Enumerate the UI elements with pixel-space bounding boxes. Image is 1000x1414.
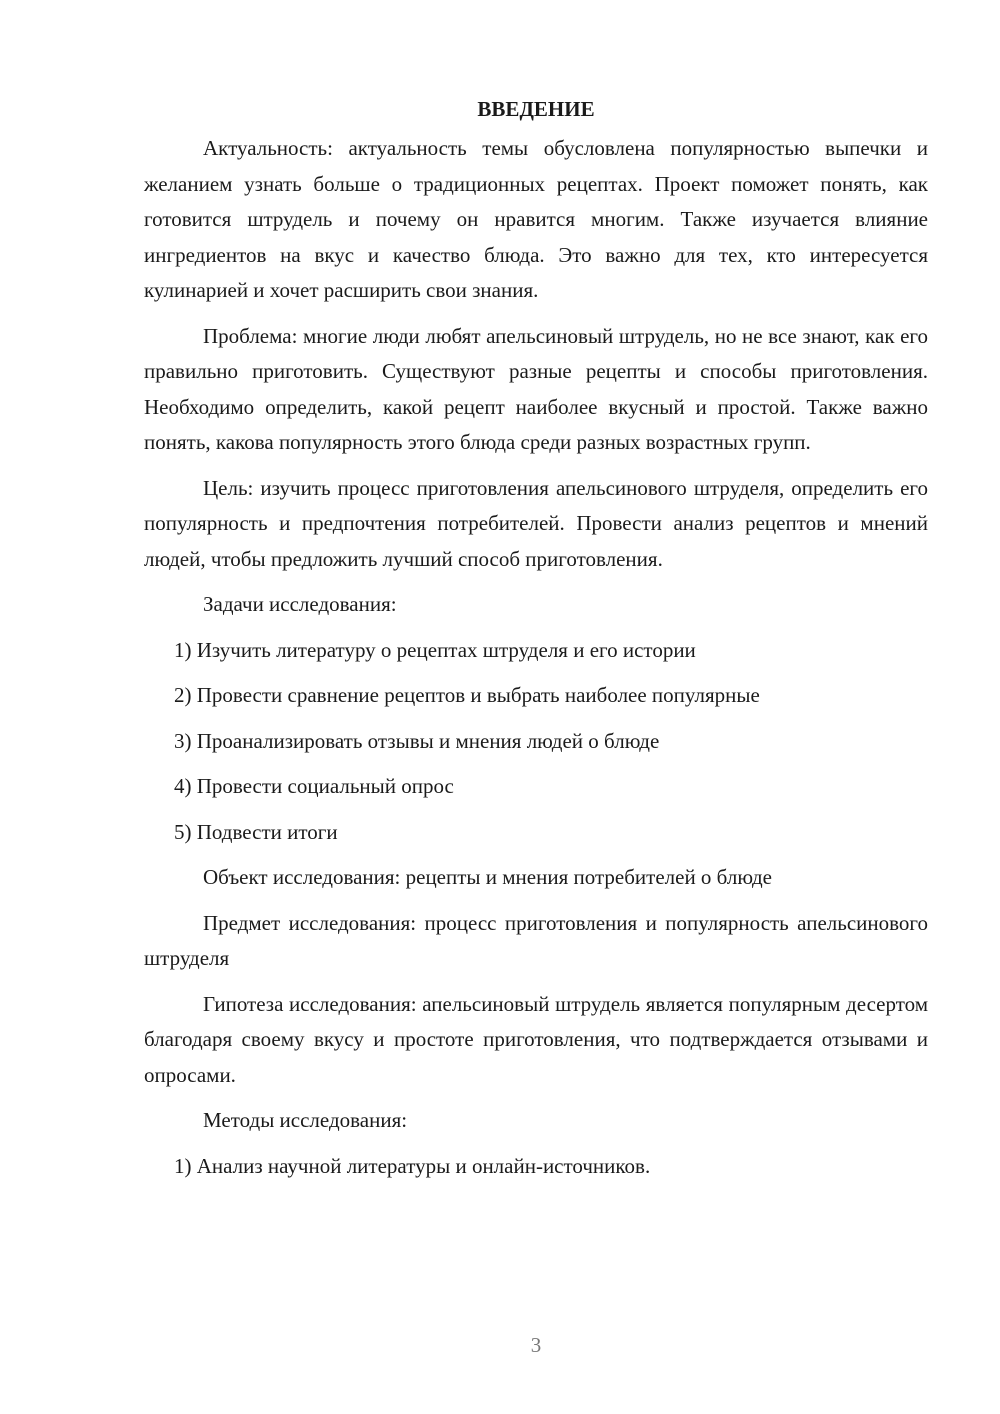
object-line: Объект исследования: рецепты и мнения потребителей о блюде [203, 865, 772, 889]
task-item-5: 5) Подвести итоги [174, 819, 338, 844]
problem-paragraph: Проблема: многие люди любят апельсиновый штрудель, но не все знают, как его правильно приготовить. Существуют разные рецепты и способы приготовления. Необходимо определить, какой рецепт наиболее вкусный и простой. Также важно понять, какова популярность этого блюда среди разных возрастных групп. [144, 323, 928, 454]
page-number: 3 [530, 1333, 542, 1357]
method-item-1: 1) Анализ научной литературы и онлайн-источников. [174, 1153, 651, 1178]
section-title: ВВЕДЕНИЕ [477, 97, 595, 121]
task-item-4: 4) Провести социальный опрос [174, 774, 454, 798]
hypothesis-paragraph: Гипотеза исследования: апельсиновый штрудель является популярным десертом благодаря своему вкусу и простоте приготовления, что подтверждается отзывами и опросами. [144, 991, 928, 1087]
task-item-2: 2) Провести сравнение рецептов и выбрать наиболее популярные [174, 683, 760, 707]
goal-paragraph: Цель: изучить процесс приготовления апельсинового штруделя, определить его популярность и предпочтения потребителей. Провести анализ рецептов и мнений людей, чтобы предложить лучший способ приготовления. [144, 475, 928, 571]
task-item-1: 1) Изучить литературу о рецептах штруделя и его истории [174, 637, 696, 662]
subject-paragraph: Предмет исследования: процесс приготовления и популярность апельсинового штруделя [144, 910, 928, 970]
document-page [144, 92, 928, 1194]
tasks-heading: Задачи исследования: [203, 592, 397, 616]
methods-heading: Методы исследования: [203, 1108, 408, 1132]
task-item-3: 3) Проанализировать отзывы и мнения людей о блюде [174, 728, 660, 753]
relevance-paragraph: Актуальность: актуальность темы обусловлена популярностью выпечки и желанием узнать больше о традиционных рецептах. Проект поможет понять, как готовится штрудель и почему он нравится многим. Также изучается влияние ингредиентов на вкус и качество блюда. Это важно для тех, кто интересуется кулинарией и хочет расширить свои знания. [144, 136, 928, 302]
